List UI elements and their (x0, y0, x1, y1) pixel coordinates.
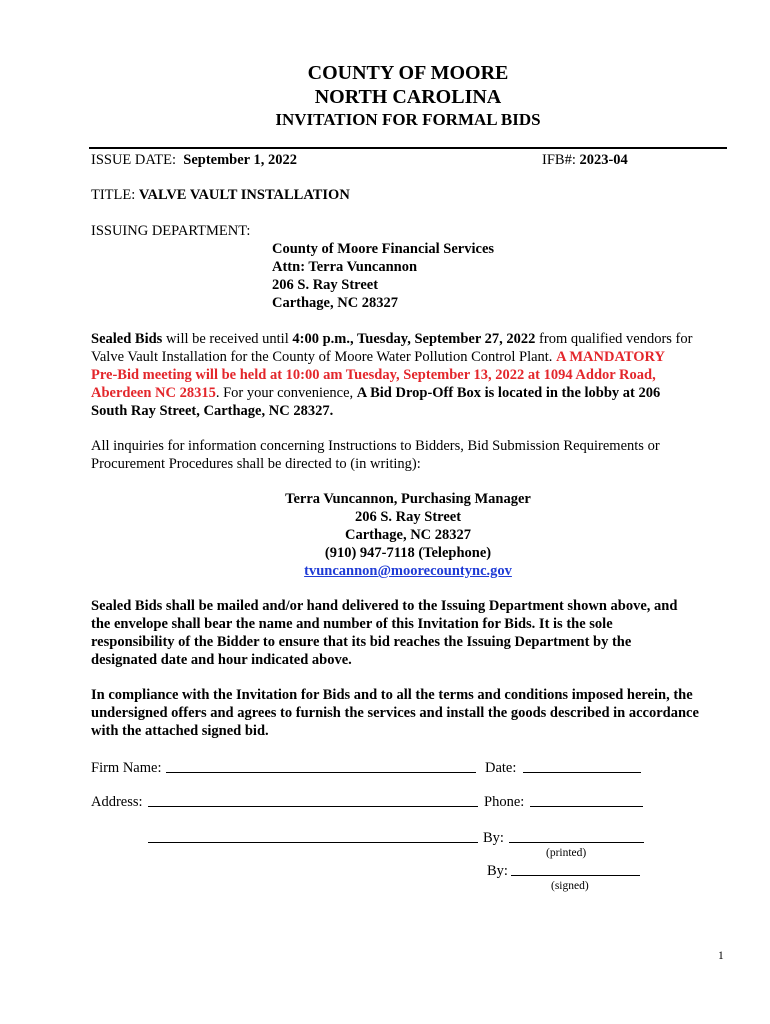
contact-phone: (910) 947-7118 (Telephone) (324, 545, 492, 561)
page-number: 1 (718, 950, 724, 962)
contact-email-row (0, 562, 770, 580)
title-line (91, 186, 350, 204)
contact-street: 206 S. Ray Street (354, 509, 462, 525)
date-label: Date: (485, 760, 517, 776)
inquiries-line: Procurement Procedures shall be directed to (in writing): (91, 456, 421, 472)
printed-caption: (printed) (546, 847, 587, 859)
address-field-1[interactable] (148, 793, 478, 807)
sealed-bids-run: A MANDATORY (556, 349, 665, 365)
sealed-bids-run: A Bid Drop-Off Box is located in the lobby at 206 (356, 385, 661, 401)
ifb-value: 2023-04 (579, 152, 628, 168)
ifb-label: IFB#: (542, 152, 576, 168)
address-label: Address: (91, 794, 143, 810)
department-line: 206 S. Ray Street (272, 277, 379, 293)
by-signed-label: By: (487, 863, 508, 879)
sealed-bids-run: Aberdeen NC 28315 (91, 385, 216, 401)
sealed-bids-run: from qualified vendors for (535, 331, 693, 347)
compliance-line: with the attached signed bid. (91, 723, 269, 739)
delivery-line: the envelope shall bear the name and number of this Invitation for Bids. It is the sole (91, 616, 613, 632)
sealed-bids-paragraph (91, 330, 731, 420)
sealed-bids-line (91, 348, 731, 366)
by-printed-label: By: (483, 830, 504, 846)
issue-date-value: September 1, 2022 (183, 152, 297, 168)
firm-name-field[interactable] (166, 759, 476, 773)
sealed-bids-run: 4:00 p.m., Tuesday, September 27, 2022 (292, 331, 536, 347)
contact-email-link[interactable]: tvuncannon@moorecountync.gov (304, 563, 512, 579)
sealed-bids-run: . For your convenience, (215, 385, 357, 401)
sealed-bids-run: Sealed Bids (91, 331, 163, 347)
signed-caption: (signed) (551, 880, 589, 892)
county-heading: COUNTY OF MOORE (307, 62, 509, 84)
delivery-line: designated date and hour indicated above. (91, 652, 352, 668)
sealed-bids-run: will be received until (162, 331, 293, 347)
sealed-bids-run: Valve Vault Installation for the County of Moore Water Pollution Control Plant. (91, 349, 557, 365)
department-line: County of Moore Financial Services (272, 241, 495, 257)
ifb-number-line (542, 151, 628, 169)
compliance-line: undersigned offers and agrees to furnish the services and install the goods described in accordance (91, 705, 699, 721)
address-field-2[interactable] (148, 829, 478, 843)
title-value: VALVE VAULT INSTALLATION (138, 187, 350, 203)
sealed-bids-line (91, 366, 731, 384)
department-line: Attn: Terra Vuncannon (272, 259, 418, 275)
sealed-bids-line (91, 330, 731, 348)
sealed-bids-line (91, 384, 731, 402)
issue-date-line (91, 151, 297, 169)
phone-label: Phone: (484, 794, 525, 810)
sealed-bids-run: South Ray Street, Carthage, NC 28327. (91, 403, 334, 419)
inquiries-line: All inquiries for information concerning Instructions to Bidders, Bid Submission Requirements or (91, 438, 660, 454)
by-printed-field[interactable] (509, 829, 644, 843)
date-field[interactable] (523, 759, 641, 773)
sealed-bids-run: Pre-Bid meeting will be held at 10:00 am Tuesday, September 13, 2022 at 1094 Addor Road, (91, 367, 656, 383)
state-heading: NORTH CAROLINA (314, 86, 502, 108)
sealed-bids-line (91, 402, 731, 420)
department-line: Carthage, NC 28327 (272, 295, 399, 311)
delivery-line: Sealed Bids shall be mailed and/or hand delivered to the Issuing Department shown above, and (91, 598, 678, 614)
contact-name: Terra Vuncannon, Purchasing Manager (285, 491, 531, 507)
by-signed-field[interactable] (511, 862, 640, 876)
delivery-line: responsibility of the Bidder to ensure that its bid reaches the Issuing Department by the (91, 634, 632, 650)
contact-city: Carthage, NC 28327 (344, 527, 472, 543)
firm-name-label: Firm Name: (91, 760, 162, 776)
issuing-department-label: ISSUING DEPARTMENT: (91, 223, 251, 239)
issue-date-label: ISSUE DATE: (91, 152, 176, 168)
compliance-line: In compliance with the Invitation for Bids and to all the terms and conditions imposed herein, the (91, 687, 693, 703)
header-divider (89, 147, 727, 149)
phone-field[interactable] (530, 793, 643, 807)
document-title: INVITATION FOR FORMAL BIDS (275, 110, 541, 129)
title-label: TITLE: (91, 187, 136, 203)
